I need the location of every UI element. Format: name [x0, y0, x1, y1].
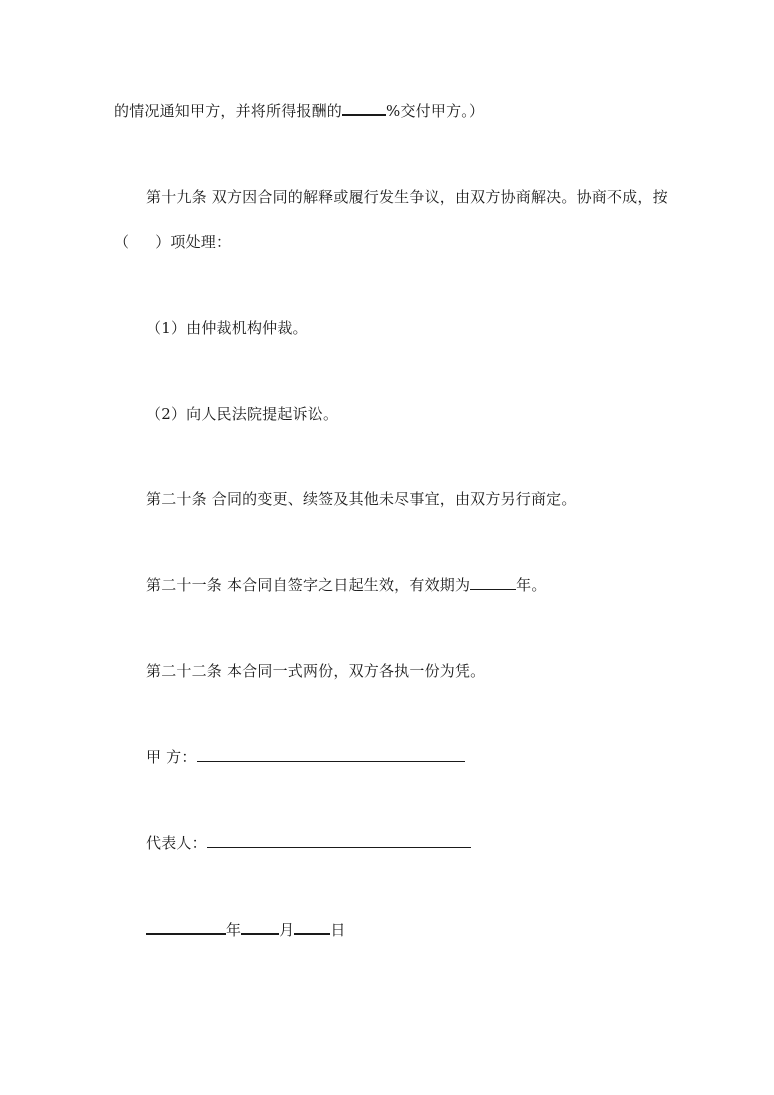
representative-signature-line — [146, 833, 471, 853]
option-1-text: （1）由仲裁机构仲裁。 — [146, 319, 308, 337]
article-22-text: 第二十二条 本合同一式两份，双方各执一份为凭。 — [146, 662, 486, 680]
option-1 — [146, 318, 308, 338]
month-label: 月 — [279, 921, 295, 939]
party-a-signature-line — [146, 747, 465, 767]
option-2-text: （2）向人民法院提起诉讼。 — [146, 405, 339, 423]
article-19-open-paren: （ — [114, 233, 130, 251]
article-21 — [146, 575, 547, 595]
year-label: 年 — [226, 921, 242, 939]
validity-years-blank[interactable] — [470, 575, 516, 590]
party-a-signature-blank[interactable] — [197, 747, 465, 762]
year-blank[interactable] — [146, 919, 226, 935]
option-2 — [146, 404, 338, 424]
article-21-text: 第二十一条 本合同自签字之日起生效，有效期为 — [146, 576, 471, 594]
article-19-cont-text: ）项处理： — [155, 233, 232, 251]
month-blank[interactable] — [241, 919, 279, 935]
day-blank[interactable] — [294, 919, 330, 935]
article-19-text: 第十九条 双方因合同的解释或履行发生争议，由双方协商解决。协商不成，按 — [146, 188, 668, 206]
article-22 — [146, 661, 485, 681]
clause-continuation-end: %交付甲方。） — [386, 102, 485, 120]
clause-continuation — [114, 100, 484, 121]
article-20 — [146, 489, 577, 509]
clause-continuation-text: 的情况通知甲方，并将所得报酬的 — [114, 102, 343, 120]
article-20-text: 第二十条 合同的变更、续签及其他未尽事宜，由双方另行商定。 — [146, 490, 577, 508]
representative-label: 代表人： — [146, 834, 207, 852]
party-a-label: 甲 方： — [146, 748, 197, 766]
remuneration-percent-blank[interactable] — [342, 100, 386, 116]
day-label: 日 — [330, 921, 346, 939]
article-19 — [146, 187, 668, 207]
representative-signature-blank[interactable] — [207, 833, 471, 848]
signing-date-line — [146, 919, 346, 940]
article-19-continuation — [114, 232, 231, 252]
article-21-end: 年。 — [516, 576, 547, 594]
